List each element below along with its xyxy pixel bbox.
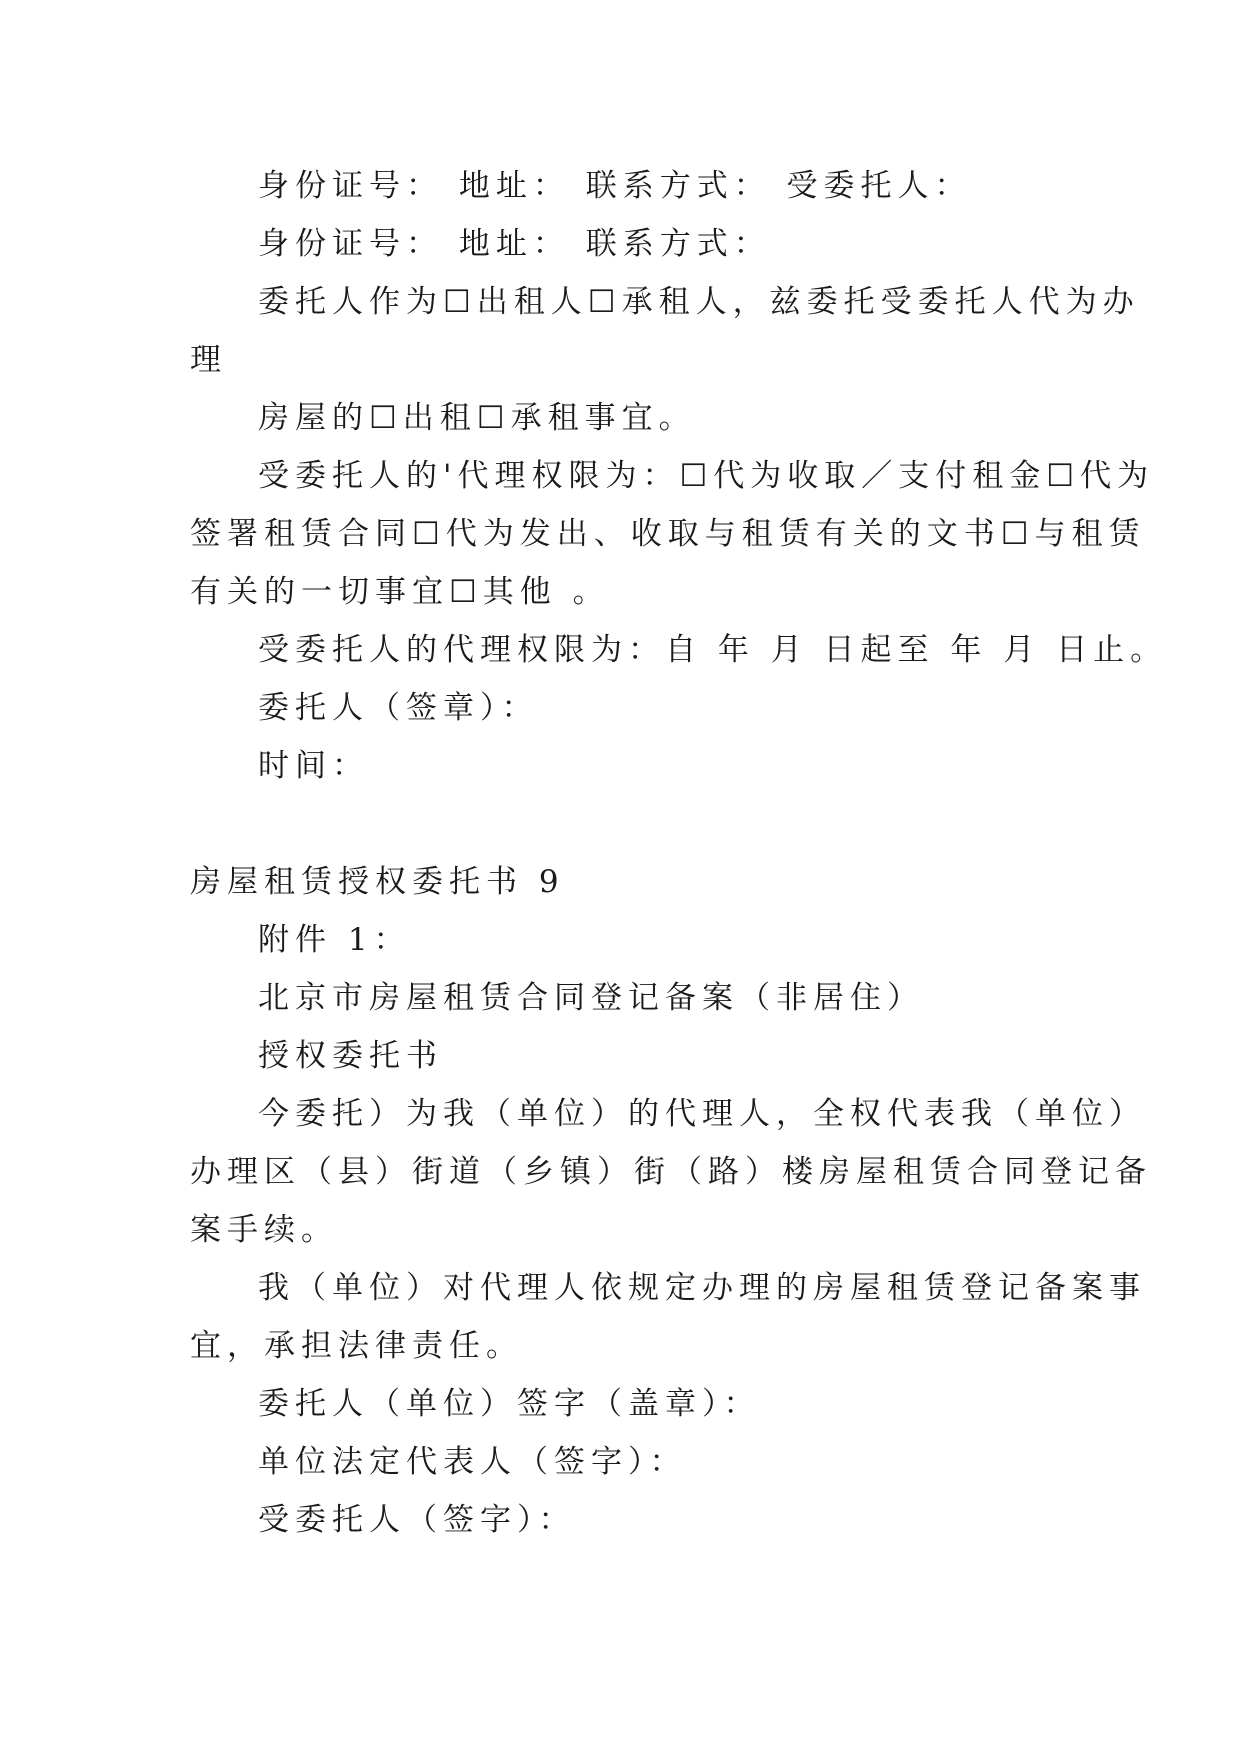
form-title-line-1: 北京市房屋租赁合同登记备案（非居住） (258, 980, 924, 1016)
id-address-contact-line-1: 身份证号： 地址： 联系方式： 受委托人： (258, 168, 972, 204)
authorization-line-3: 案手续。 (190, 1212, 338, 1248)
principal-unit-signature-label: 委托人（单位）签字（盖章）： (258, 1386, 761, 1422)
agent-signature-label: 受委托人（签字）： (258, 1502, 576, 1538)
legal-representative-signature-label: 单位法定代表人（签字）： (258, 1444, 687, 1480)
authorization-line-2: 办理区（县）街道（乡镇）街（路）楼房屋租赁合同登记备 (190, 1154, 1152, 1190)
agent-scope-line-2: 签署租赁合同☐代为发出、收取与租赁有关的文书☐与租赁 (190, 516, 1146, 552)
authorization-line-1: 今委托）为我（单位）的代理人，全权代表我（单位） (258, 1096, 1146, 1132)
agent-scope-line-3: 有关的一切事宜☐其他 。 (190, 574, 610, 610)
agent-period-line: 受委托人的代理权限为：自 年 月 日起至 年 月 日止。 (258, 632, 1168, 668)
entrust-statement: 委托人作为☐出租人☐承租人，兹委托受委托人代为办 (258, 284, 1140, 320)
principal-signature-label: 委托人（签章）： (258, 690, 539, 726)
section-heading: 房屋租赁授权委托书 9 (190, 864, 565, 900)
time-label: 时间： (258, 748, 369, 784)
entrust-statement-cont: 理 (190, 342, 227, 378)
form-title-line-2: 授权委托书 (258, 1038, 443, 1074)
liability-line-1: 我（单位）对代理人依规定办理的房屋租赁登记备案事 (258, 1270, 1146, 1306)
house-matter-line: 房屋的☐出租☐承租事宜。 (258, 400, 696, 436)
liability-line-2: 宜，承担法律责任。 (190, 1328, 523, 1364)
agent-scope-line-1: 受委托人的'代理权限为：☐代为收取／支付租金☐代为 (258, 458, 1155, 494)
id-address-contact-line-2: 身份证号： 地址： 联系方式： (258, 226, 771, 262)
attachment-label: 附件 1： (258, 922, 411, 958)
